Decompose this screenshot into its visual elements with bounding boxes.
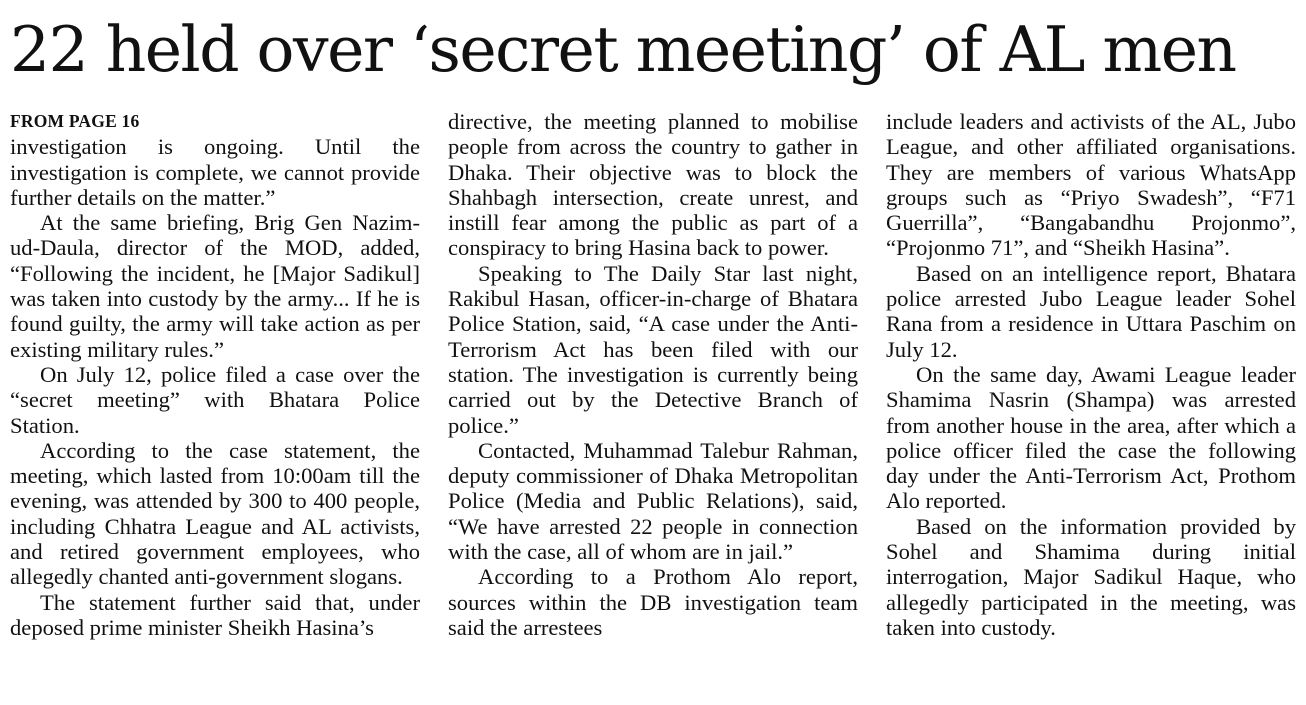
continuation-kicker: FROM PAGE 16 — [10, 111, 140, 131]
paragraph: The statement further said that, under deposed prime minister Sheikh Hasina’s — [10, 589, 420, 640]
paragraph: According to the case statement, the meeting, which lasted from 10:00am till the evening, was attended by 300 to 400 people, including Chhatra League and AL activists, and retired government employees, who allegedly chanted anti-government slogans. — [10, 437, 420, 590]
paragraph: Based on the information provided by Sohel and Shamima during initial interrogation, Major Sadikul Haque, who allegedly participated in the meeting, was taken into custody. — [886, 513, 1296, 640]
paragraph: Speaking to The Daily Star last night, Rakibul Hasan, officer-in-charge of Bhatara Police Station, said, “A case under the Anti-Terrorism Act has been filed with our station. The investigation is currently being carried out by the Detective Branch of police.” — [448, 260, 858, 438]
paragraph: On the same day, Awami League leader Shamima Nasrin (Shampa) was arrested from another house in the area, after which a police officer filed the case the following day under the Anti-Terrorism Act, Prothom Alo reported. — [886, 361, 1296, 514]
headline: 22 held over ‘secret meeting’ of AL men — [10, 13, 1236, 86]
article-column-2 — [448, 109, 858, 640]
paragraph: directive, the meeting planned to mobilise people from across the country to gather in Dhaka. Their objective was to block the Shahbagh intersection, create unrest, and instill fear among the public as part of a conspiracy to bring Hasina back to power. — [448, 109, 858, 261]
paragraph: Contacted, Muhammad Talebur Rahman, deputy commissioner of Dhaka Metropolitan Police (Media and Public Relations), said, “We have arrested 22 people in connection with the case, all of whom are in jail.” — [448, 437, 858, 565]
paragraph: investigation is ongoing. Until the investigation is complete, we cannot provide further details on the matter.” — [10, 134, 420, 210]
paragraph: On July 12, police filed a case over the “secret meeting” with Bhatara Police Station. — [10, 361, 420, 438]
article-column-1 — [10, 109, 420, 640]
article-column-3 — [886, 109, 1296, 640]
paragraph: According to a Prothom Alo report, sources within the DB investigation team said the arrestees — [448, 564, 858, 640]
paragraph: include leaders and activists of the AL, Jubo League, and other affiliated organisations. They are members of various WhatsApp groups such as “Priyo Swadesh”, “F71 Guerrilla”, “Bangabandhu Projonmo”, “Projonmo 71”, and “Sheikh Hasina”. — [886, 109, 1296, 261]
paragraph: At the same briefing, Brig Gen Nazim-ud-Daula, director of the MOD, added, “Following the incident, he [Major Sadikul] was taken into custody by the army... If he is found guilty, the army will take action as per existing military rules.” — [10, 210, 420, 362]
paragraph: Based on an intelligence report, Bhatara police arrested Jubo League leader Sohel Rana from a residence in Uttara Paschim on July 12. — [886, 260, 1296, 362]
